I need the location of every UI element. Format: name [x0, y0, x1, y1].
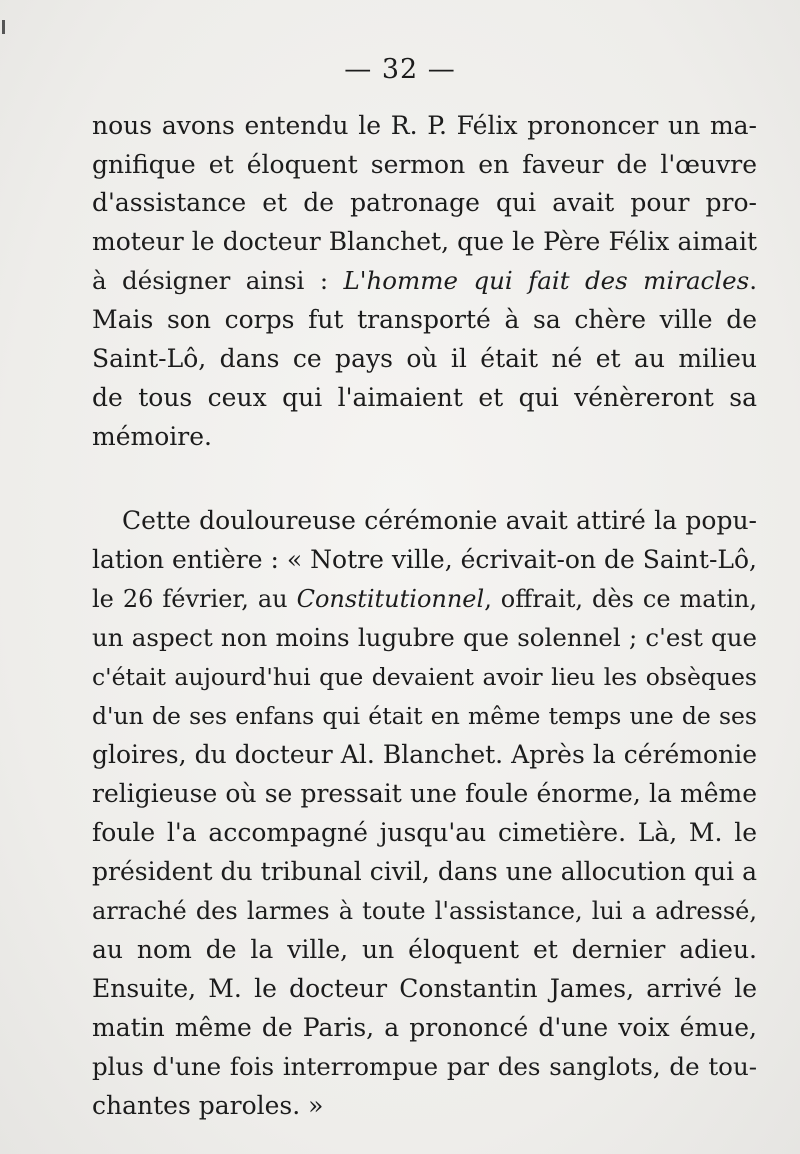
italic-phrase: L'homme qui fait des miracles [343, 266, 750, 295]
text-line: gnifique et éloquent sermon en faveur de l'œuvre [92, 150, 757, 179]
text-line: gloires, du docteur Al. Blanchet. Après la cérémonie [92, 740, 757, 769]
text-line: foule l'a accompagné jusqu'au cimetière. Là, M. le [92, 818, 757, 847]
text-line: lation entière : « Notre ville, écrivait-on de Saint-Lô, [92, 545, 757, 574]
text-line: président du tribunal civil, dans une allocution qui a [92, 857, 757, 886]
text-line: au nom de la ville, un éloquent et dernier adieu. [92, 935, 757, 964]
text-line: plus d'une fois interrompue par des sanglots, de tou- [92, 1052, 757, 1081]
page-number: — 32 — [344, 54, 456, 85]
text-line: Mais son corps fut transporté à sa chère ville de [92, 305, 757, 334]
text-line: Ensuite, M. le docteur Constantin James, arrivé le [92, 974, 757, 1003]
text-line: matin même de Paris, a prononcé d'une voix émue, [92, 1013, 757, 1042]
text-line: d'un de ses enfans qui était en même temps une de ses [92, 702, 757, 730]
text-line: arraché des larmes à toute l'assistance, lui a adressé, [92, 897, 757, 925]
text-line: d'assistance et de patronage qui avait pour pro- [92, 188, 757, 217]
text-line: c'était aujourd'hui que devaient avoir lieu les obsèques [92, 663, 757, 691]
text-line: chantes paroles. » [92, 1091, 324, 1120]
text-line: le 26 février, au Constitutionnel, offrait, dès ce matin, [92, 585, 757, 613]
text-line: moteur le docteur Blanchet, que le Père Félix aimait [92, 227, 757, 256]
text-line: mémoire. [92, 422, 212, 451]
text-line: religieuse où se pressait une foule énorme, la même [92, 779, 757, 808]
text-line: de tous ceux qui l'aimaient et qui vénèreront sa [92, 383, 757, 412]
text-line: Cette douloureuse cérémonie avait attiré la popu- [122, 506, 757, 535]
italic-newspaper-title: Constitutionnel [296, 585, 485, 613]
text-line: à désigner ainsi : L'homme qui fait des miracles. [92, 266, 757, 295]
text-line: un aspect non moins lugubre que solennel ; c'est que [92, 623, 757, 652]
text-line: Saint-Lô, dans ce pays où il était né et au milieu [92, 344, 757, 373]
text-line: nous avons entendu le R. P. Félix prononcer un ma- [92, 111, 757, 140]
scan-edge-mark [2, 20, 5, 34]
